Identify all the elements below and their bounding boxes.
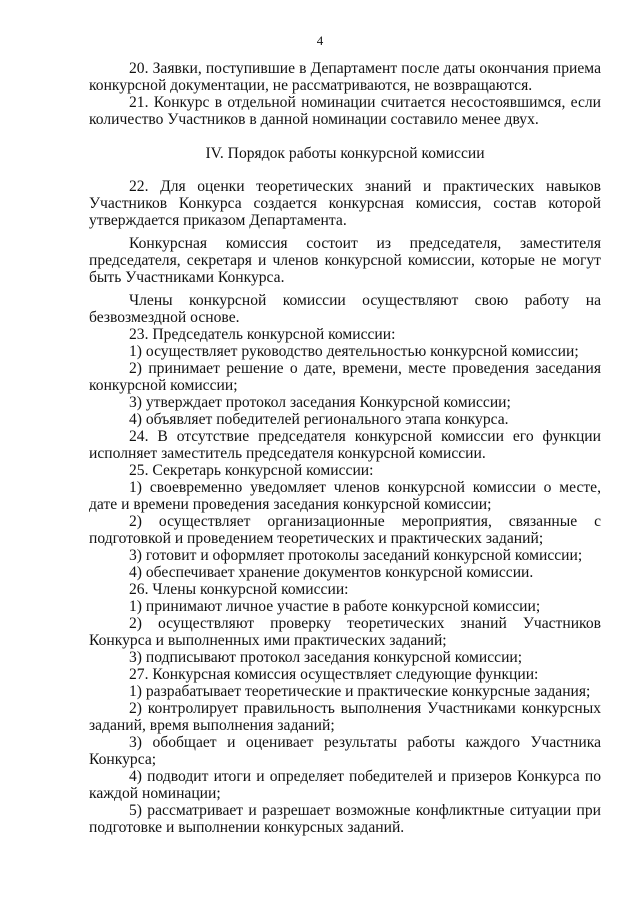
paragraph-20: 20. Заявки, поступившие в Департамент после даты окончания приема конкурсной документации, не рассматриваются, не возвращаются. <box>89 60 601 94</box>
paragraph-commission-members-work: Члены конкурсной комиссии осуществляют свою работу на безвозмездной основе. <box>89 292 601 326</box>
list-item: 5) рассматривает и разрешает возможные конфликтные ситуации при подготовке и выполнении конкурсных заданий. <box>89 802 601 836</box>
paragraph-26: 26. Члены конкурсной комиссии: <box>129 581 349 598</box>
page-number: 4 <box>316 33 324 48</box>
paragraph-23: 23. Председатель конкурсной комиссии: <box>129 326 396 343</box>
list-item: 1) принимают личное участие в работе конкурсной комиссии; <box>129 598 541 615</box>
list-item: 4) подводит итоги и определяет победителей и призеров Конкурса по каждой номинации; <box>89 768 601 802</box>
list-item: 2) принимает решение о дате, времени, месте проведения заседания конкурсной комиссии; <box>89 360 601 394</box>
paragraph-commission-composition: Конкурсная комиссия состоит из председателя, заместителя председателя, секретаря и членов конкурсной комиссии, которые не могут быть Участниками Конкурса. <box>89 235 601 286</box>
list-item: 1) своевременно уведомляет членов конкурсной комиссии о месте, дате и времени проведения заседания конкурсной комиссии; <box>89 479 601 513</box>
list-item: 4) обеспечивает хранение документов конкурсной комиссии. <box>129 564 534 581</box>
list-item: 1) разрабатывает теоретические и практические конкурсные задания; <box>129 683 591 700</box>
list-item: 3) обобщает и оценивает результаты работы каждого Участника Конкурса; <box>89 734 601 768</box>
list-item: 3) утверждает протокол заседания Конкурсной комиссии; <box>129 394 511 411</box>
document-body <box>89 60 601 836</box>
paragraph-25: 25. Секретарь конкурсной комиссии: <box>129 462 374 479</box>
paragraph-27: 27. Конкурсная комиссия осуществляет следующие функции: <box>129 666 539 683</box>
list-item: 2) осуществляют проверку теоретических знаний Участников Конкурса и выполненных ими практических заданий; <box>89 615 601 649</box>
list-item: 2) контролирует правильность выполнения Участниками конкурсных заданий, время выполнения заданий; <box>89 700 601 734</box>
paragraph-21: 21. Конкурс в отдельной номинации считается несостоявшимся, если количество Участников в данной номинации составило менее двух. <box>89 94 601 128</box>
list-item: 1) осуществляет руководство деятельностью конкурсной комиссии; <box>129 343 579 360</box>
paragraph-22: 22. Для оценки теоретических знаний и практических навыков Участников Конкурса создается конкурсная комиссия, состав которой утверждается приказом Департамента. <box>89 178 601 229</box>
list-item: 4) объявляет победителей регионального этапа конкурса. <box>129 411 509 428</box>
list-item: 3) готовит и оформляет протоколы заседаний конкурсной комиссии; <box>129 547 583 564</box>
list-item: 3) подписывают протокол заседания конкурсной комиссии; <box>129 649 523 666</box>
paragraph-24: 24. В отсутствие председателя конкурсной комиссии его функции исполняет заместитель председателя конкурсной комиссии. <box>89 428 601 462</box>
section-heading: IV. Порядок работы конкурсной комиссии <box>205 145 485 162</box>
list-item: 2) осуществляет организационные мероприятия, связанные с подготовкой и проведением теоретических и практических заданий; <box>89 513 601 547</box>
